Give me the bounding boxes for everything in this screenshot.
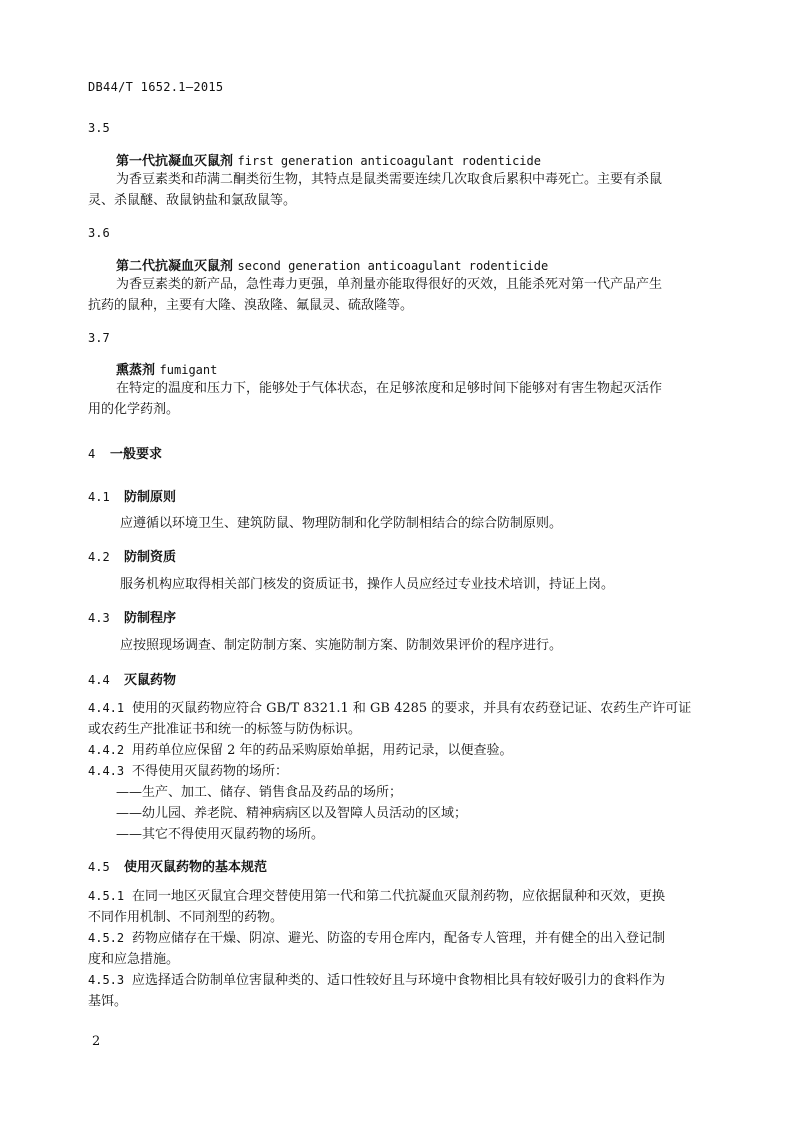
clause-text-continued: 不同作用机制、不同剂型的药物。 — [88, 910, 284, 925]
term-number: 3.6 — [88, 226, 110, 240]
clause-text-continued: 度和应急措施。 — [88, 952, 180, 967]
list-item: ——其它不得使用灭鼠药物的场所。 — [116, 827, 325, 842]
subsection-heading — [88, 607, 176, 626]
clause — [88, 886, 665, 907]
term-title-en: second generation anticoagulant rodenticide — [237, 259, 549, 273]
clause-number: 4.4.2 — [88, 743, 125, 757]
clause-number: 4.4.1 — [88, 701, 125, 715]
clause-text: 使用的灭鼠药物应符合 GB/T 8321.1 和 GB 4285 的要求，并具有农药登记证、农药生产许可证 — [132, 701, 692, 716]
clause-number: 4.5.1 — [88, 889, 125, 903]
clause-text: 药物应储存在干燥、阴凉、避光、防盗的专用仓库内，配备专人管理，并有健全的出入登记制 — [132, 931, 666, 946]
clause — [88, 740, 513, 761]
subsection-title: 防制原则 — [124, 490, 177, 505]
page-number: 2 — [92, 1034, 101, 1049]
subsection-title: 防制程序 — [124, 611, 177, 626]
subsection-heading — [88, 486, 176, 505]
clause — [88, 761, 288, 782]
subsection-number: 4.5 — [88, 860, 110, 874]
clause-text: 不得使用灭鼠药物的场所： — [132, 764, 289, 779]
term-title — [116, 255, 548, 274]
clause-text: 用药单位应保留 2 年的药品采购原始单据，用药记录，以便查验。 — [132, 743, 513, 758]
term-title-cn: 熏蒸剂 — [116, 363, 156, 378]
clause-number: 4.4.3 — [88, 764, 125, 778]
term-definition-line: 在特定的温度和压力下，能够处于气体状态，在足够浓度和足够时间下能够对有害生物起灭活作 — [116, 381, 663, 396]
clause-number: 4.5.2 — [88, 931, 125, 945]
subsection-number: 4.1 — [88, 490, 110, 504]
clause-number: 4.5.3 — [88, 973, 125, 987]
doc-code-header: DB44/T 1652.1—2015 — [88, 80, 224, 94]
subsection-number: 4.4 — [88, 673, 110, 687]
clause-text-continued: 基饵。 — [88, 994, 128, 1009]
section-number: 4 — [88, 447, 96, 461]
term-number: 3.7 — [88, 331, 110, 345]
list-item: ——生产、加工、储存、销售食品及药品的场所； — [116, 785, 403, 800]
subsection-heading — [88, 669, 176, 688]
subsection-heading — [88, 546, 176, 565]
subsection-number: 4.2 — [88, 550, 110, 564]
term-title-cn: 第二代抗凝血灭鼠剂 — [116, 259, 234, 274]
subsection-title: 灭鼠药物 — [124, 673, 177, 688]
term-definition-line: 为香豆素类和茚满二酮类衍生物，其特点是鼠类需要连续几次取食后累积中毒死亡。主要有杀鼠 — [116, 172, 663, 187]
clause-text-continued: 或农药生产批准证书和统一的标签与防伪标识。 — [88, 722, 362, 737]
term-number: 3.5 — [88, 121, 110, 135]
term-definition-line: 用的化学药剂。 — [88, 402, 180, 417]
clause-text: 在同一地区灭鼠宜合理交替使用第一代和第二代抗凝血灭鼠剂药物，应依据鼠种和灭效，更换 — [132, 889, 666, 904]
term-definition-line: 抗药的鼠种，主要有大隆、溴敌隆、氟鼠灵、硫敌隆等。 — [88, 298, 414, 313]
subsection-number: 4.3 — [88, 611, 110, 625]
term-title-cn: 第一代抗凝血灭鼠剂 — [116, 154, 234, 169]
clause — [88, 970, 665, 991]
term-title-en: fumigant — [159, 363, 218, 377]
section-title: 一般要求 — [110, 447, 163, 462]
subsection-title: 防制资质 — [124, 550, 177, 565]
paragraph: 服务机构应取得相关部门核发的资质证书，操作人员应经过专业技术培训，持证上岗。 — [120, 577, 615, 592]
subsection-heading — [88, 856, 267, 875]
clause — [88, 928, 665, 949]
clause — [88, 698, 691, 719]
paragraph: 应遵循以环境卫生、建筑防鼠、物理防制和化学防制相结合的综合防制原则。 — [120, 516, 563, 531]
term-title — [116, 150, 541, 169]
term-title-en: first generation anticoagulant rodenticide — [237, 154, 541, 168]
clause-text: 应选择适合防制单位害鼠种类的、适口性较好且与环境中食物相比具有较好吸引力的食料作为 — [132, 973, 666, 988]
list-item: ——幼儿园、养老院、精神病病区以及智障人员活动的区域； — [116, 806, 468, 821]
term-title — [116, 359, 217, 378]
term-definition-line: 灵、杀鼠醚、敌鼠钠盐和氯敌鼠等。 — [88, 193, 297, 208]
subsection-title: 使用灭鼠药物的基本规范 — [124, 860, 268, 875]
term-definition-line: 为香豆素类的新产品，急性毒力更强，单剂量亦能取得很好的灭效，且能杀死对第一代产品产生 — [116, 277, 663, 292]
section-heading — [88, 443, 162, 462]
paragraph: 应按照现场调查、制定防制方案、实施防制方案、防制效果评价的程序进行。 — [120, 638, 563, 653]
